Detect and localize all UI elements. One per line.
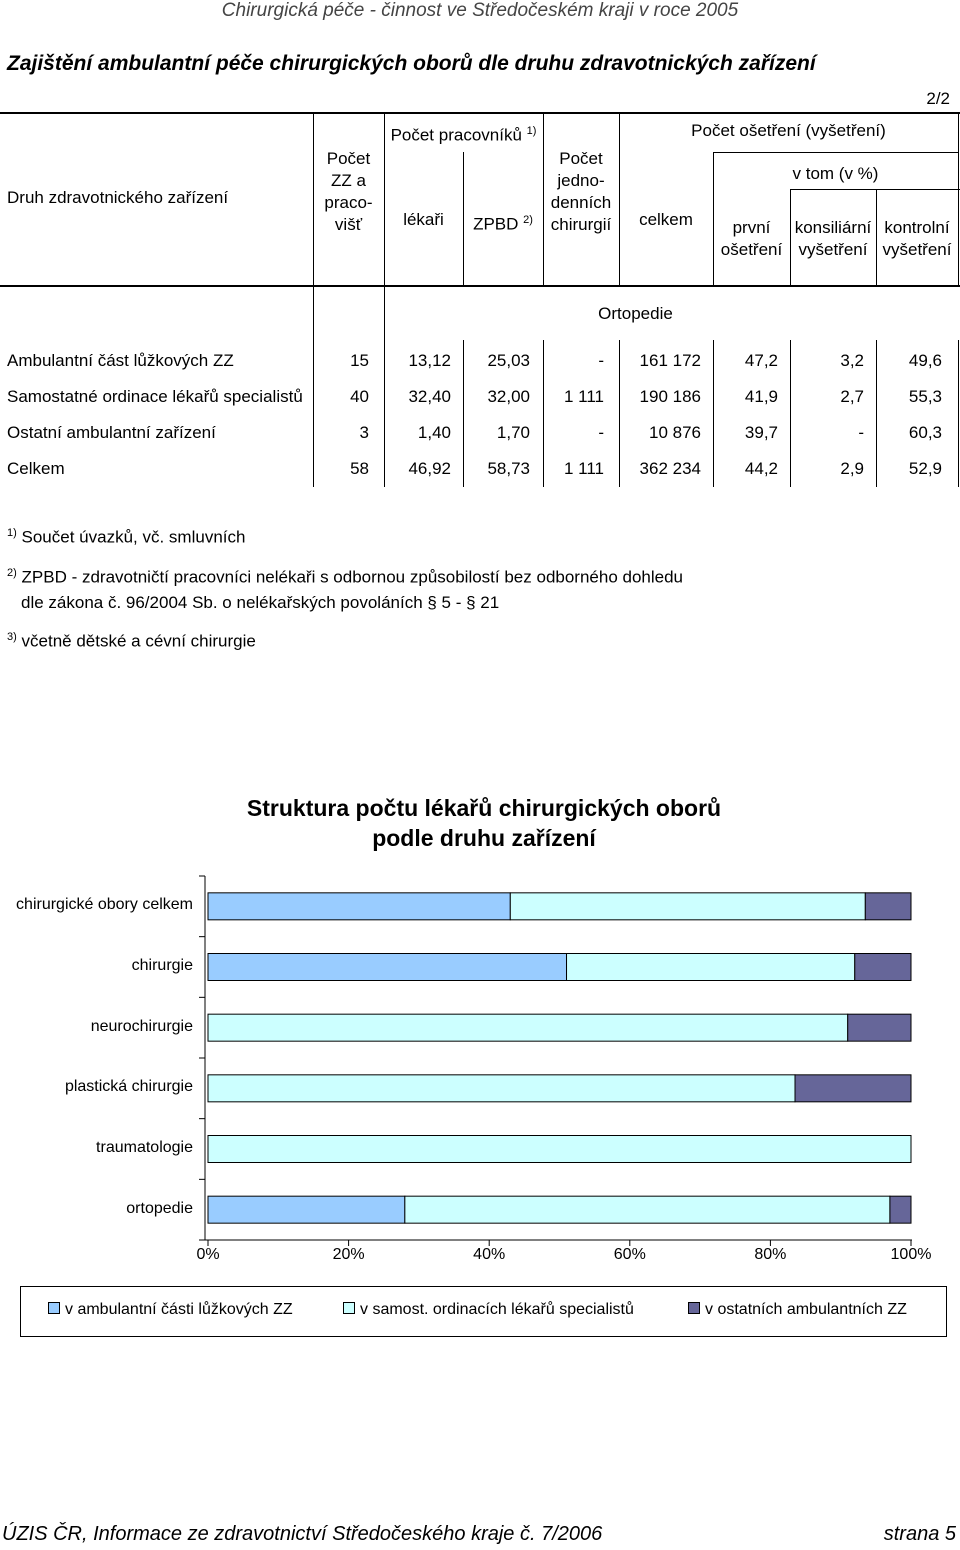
cell: 1 111 [563, 459, 604, 478]
bar-segment [208, 954, 567, 981]
header-facility-type: Druh zdravotnického zařízení [7, 188, 229, 207]
cell: 44,2 [744, 459, 778, 478]
legend-swatch [48, 1302, 60, 1314]
category-label: neurochirurgie [90, 1017, 193, 1035]
footer-publication: ÚZIS ČR, Informace ze zdravotnictví Středočeského kraje č. 7/2006 [2, 1523, 603, 1545]
header-treatments: Počet ošetření (vyšetření) [691, 121, 886, 140]
legend-swatch [343, 1302, 355, 1314]
footnote-2-continued: dle zákona č. 96/2004 Sb. o nelékařských povoláních § 5 - § 21 [21, 593, 500, 612]
cell: 2,9 [840, 459, 864, 478]
cell: 39,7 [744, 423, 778, 442]
cell: 1,40 [417, 423, 451, 442]
cell: 55,3 [908, 387, 942, 406]
cell: 13,12 [408, 351, 451, 370]
chart-legend [20, 1286, 947, 1337]
bar-segment [208, 893, 510, 920]
cell: 60,3 [908, 423, 942, 442]
header-zpbd: ZPBD $^{2)}$ [473, 214, 533, 234]
bar-segment [510, 893, 865, 920]
cell: 2,7 [840, 387, 864, 406]
bar-segment [208, 1136, 911, 1163]
legend-swatch [688, 1302, 700, 1314]
cell: 10 876 [649, 423, 701, 442]
x-tick-label: 20% [332, 1246, 365, 1263]
x-tick-label: 0% [196, 1246, 220, 1263]
cell: 15 [350, 351, 369, 370]
bar-segment [855, 954, 911, 981]
of-which-header-rule [790, 189, 960, 190]
bar-segment [865, 893, 911, 920]
page-index: 2/2 [926, 89, 950, 108]
cell: 1 111 [563, 387, 604, 406]
bar-segment [208, 1196, 405, 1223]
treatments-header-rule [713, 152, 958, 153]
section-label: Ortopedie [598, 304, 673, 323]
row-label: Celkem [7, 459, 65, 478]
x-tick-label: 60% [613, 1246, 646, 1263]
cell: - [858, 423, 864, 442]
table-col-divider [958, 112, 959, 286]
row-label: Ambulantní část lůžkových ZZ [7, 351, 234, 370]
header-consult: konsiliární vyšetření [794, 218, 872, 259]
cell: 1,70 [496, 423, 530, 442]
row-label: Samostatné ordinace lékařů specialistů [7, 387, 303, 406]
bar-segment [890, 1196, 911, 1223]
header-total: celkem [639, 210, 693, 229]
legend-item: v ostatních ambulantních ZZ [688, 1301, 907, 1319]
bar-segment [848, 1014, 911, 1041]
category-label: traumatologie [96, 1139, 193, 1156]
footer-page-number: strana 5 [883, 1523, 956, 1545]
cell: 32,00 [487, 387, 530, 406]
chart-title: Struktura počtu lékařů chirurgických oborů podle druhu zařízení [246, 795, 722, 851]
cell: 47,2 [744, 351, 778, 370]
cell: 3 [359, 423, 369, 442]
table-top-rule [0, 112, 960, 114]
cell: 3,2 [840, 351, 864, 370]
header-workers: Počet pracovníků $^{1)}$ [390, 125, 537, 145]
cell: 362 234 [639, 459, 701, 478]
cell: 32,40 [408, 387, 451, 406]
bar-segment [567, 954, 855, 981]
table-col-divider [958, 340, 959, 487]
cell: - [598, 351, 604, 370]
cell: - [598, 423, 604, 442]
x-tick-label: 100% [890, 1246, 932, 1263]
header-control: kontrolní vyšetření [882, 218, 952, 259]
row-label: Ostatní ambulantní zařízení [7, 423, 216, 442]
footnote-2: $^{2)}$ ZPBD - zdravotničtí pracovníci nelékaři s odbornou způsobilostí bez odborného dohledu [7, 567, 684, 587]
cell: 40 [350, 387, 369, 406]
cell: 41,9 [744, 387, 778, 406]
category-label: chirurgie [131, 957, 193, 974]
cell: 190 186 [639, 387, 701, 406]
footnote-3: $^{3)}$ včetně dětské a cévní chirurgie [7, 631, 256, 651]
header-of-which: v tom (v %) [792, 164, 879, 183]
header-one-day-surgery: Počet jedno- denních chirurgií [550, 149, 612, 234]
bar-segment [208, 1014, 848, 1041]
cell: 58 [350, 459, 369, 478]
x-tick-label: 80% [754, 1246, 787, 1263]
footnote-1: $^{1)}$ Součet úvazků, vč. smluvních [7, 527, 246, 547]
table-header-rule [0, 285, 960, 287]
cell: 46,92 [408, 459, 451, 478]
legend-item: v ambulantní části lůžkových ZZ [48, 1301, 293, 1319]
header-doctors: lékaři [403, 210, 444, 229]
x-tick-label: 40% [473, 1246, 506, 1263]
category-label: chirurgické obory celkem [16, 896, 193, 914]
bar-segment [208, 1075, 795, 1102]
bar-segment [405, 1196, 890, 1223]
cell: 161 172 [639, 351, 701, 370]
cell: 25,03 [487, 351, 530, 370]
bar-segment [795, 1075, 911, 1102]
category-label: plastická chirurgie [64, 1078, 193, 1096]
running-header: Chirurgická péče - činnost ve Středočeském kraji v roce 2005 [221, 0, 739, 21]
header-zz-count: Počet ZZ a praco- višť [324, 149, 373, 234]
cell: 52,9 [908, 459, 942, 478]
legend-item: v samost. ordinacích lékařů specialistů [343, 1301, 634, 1319]
category-label: ortopedie [126, 1199, 193, 1217]
page-title: Zajištění ambulantní péče chirurgických oborů dle druhu zdravotnických zařízení [7, 52, 816, 75]
cell: 49,6 [908, 351, 942, 370]
cell: 58,73 [487, 459, 530, 478]
header-first: první ošetření [720, 218, 783, 259]
